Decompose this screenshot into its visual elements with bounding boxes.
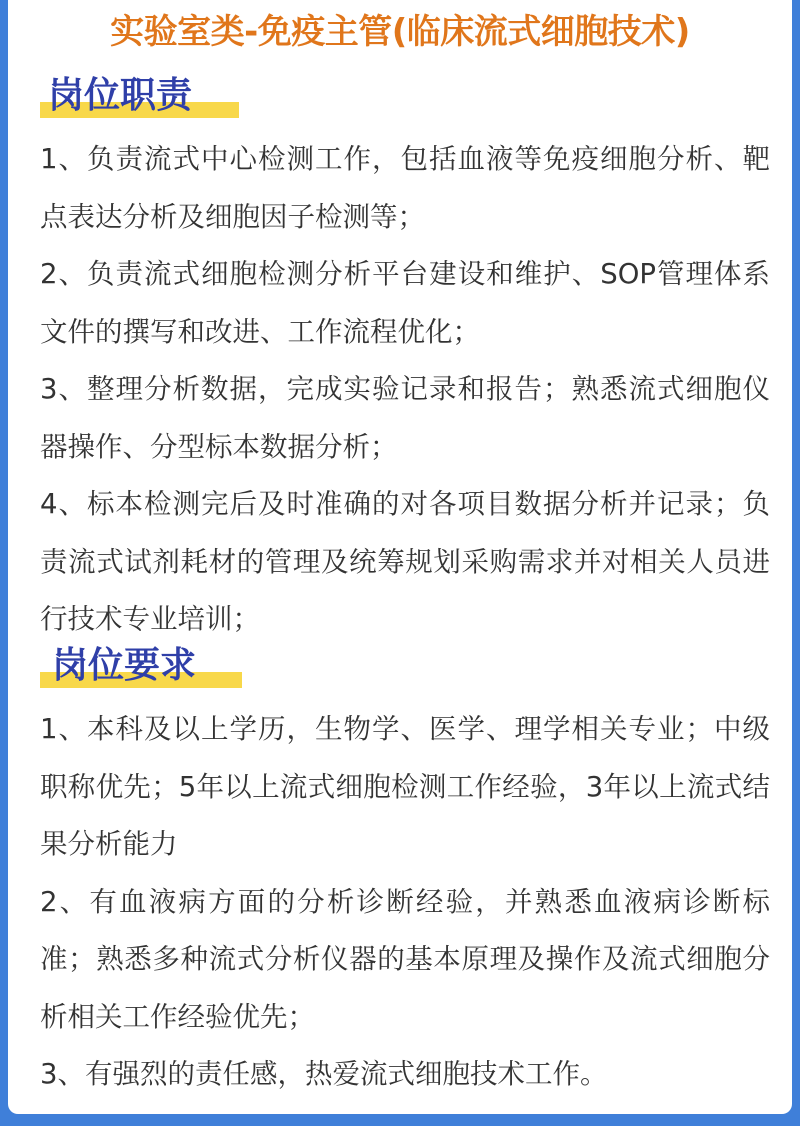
responsibilities-heading-label: 岗位职责	[48, 75, 193, 116]
requirements-heading-label: 岗位要求	[52, 645, 197, 686]
list-item: 2、负责流式细胞检测分析平台建设和维护、SOP管理体系文件的撰写和改进、工作流程优化；	[40, 258, 770, 348]
list-item: 2、有血液病方面的分析诊断经验，并熟悉血液病诊断标准；熟悉多种流式分析仪器的基本原理及操作及流式细胞分析相关工作经验优先；	[40, 885, 770, 1033]
list-item: 3、有强烈的责任感，热爱流式细胞技术工作。	[40, 1058, 608, 1090]
list-item: 1、负责流式中心检测工作，包括血液等免疫细胞分析、靶点表达分析及细胞因子检测等；	[40, 143, 770, 233]
job-posting-card	[8, 0, 792, 1114]
responsibilities-heading	[40, 74, 192, 120]
page-title: 实验室类-免疫主管(临床流式细胞技术)	[110, 12, 690, 52]
requirements-list	[40, 701, 770, 1104]
list-item: 4、标本检测完后及时准确的对各项目数据分析并记录；负责流式试剂耗材的管理及统筹规划采购需求并对相关人员进行技术专业培训；	[40, 488, 770, 635]
list-item: 1、本科及以上学历，生物学、医学、理学相关专业；中级职称优先；5年以上流式细胞检测工作经验，3年以上流式结果分析能力	[40, 713, 770, 860]
requirements-heading	[40, 644, 196, 690]
list-item: 3、整理分析数据，完成实验记录和报告；熟悉流式细胞仪器操作、分型标本数据分析；	[40, 373, 770, 463]
responsibilities-list	[40, 131, 770, 649]
